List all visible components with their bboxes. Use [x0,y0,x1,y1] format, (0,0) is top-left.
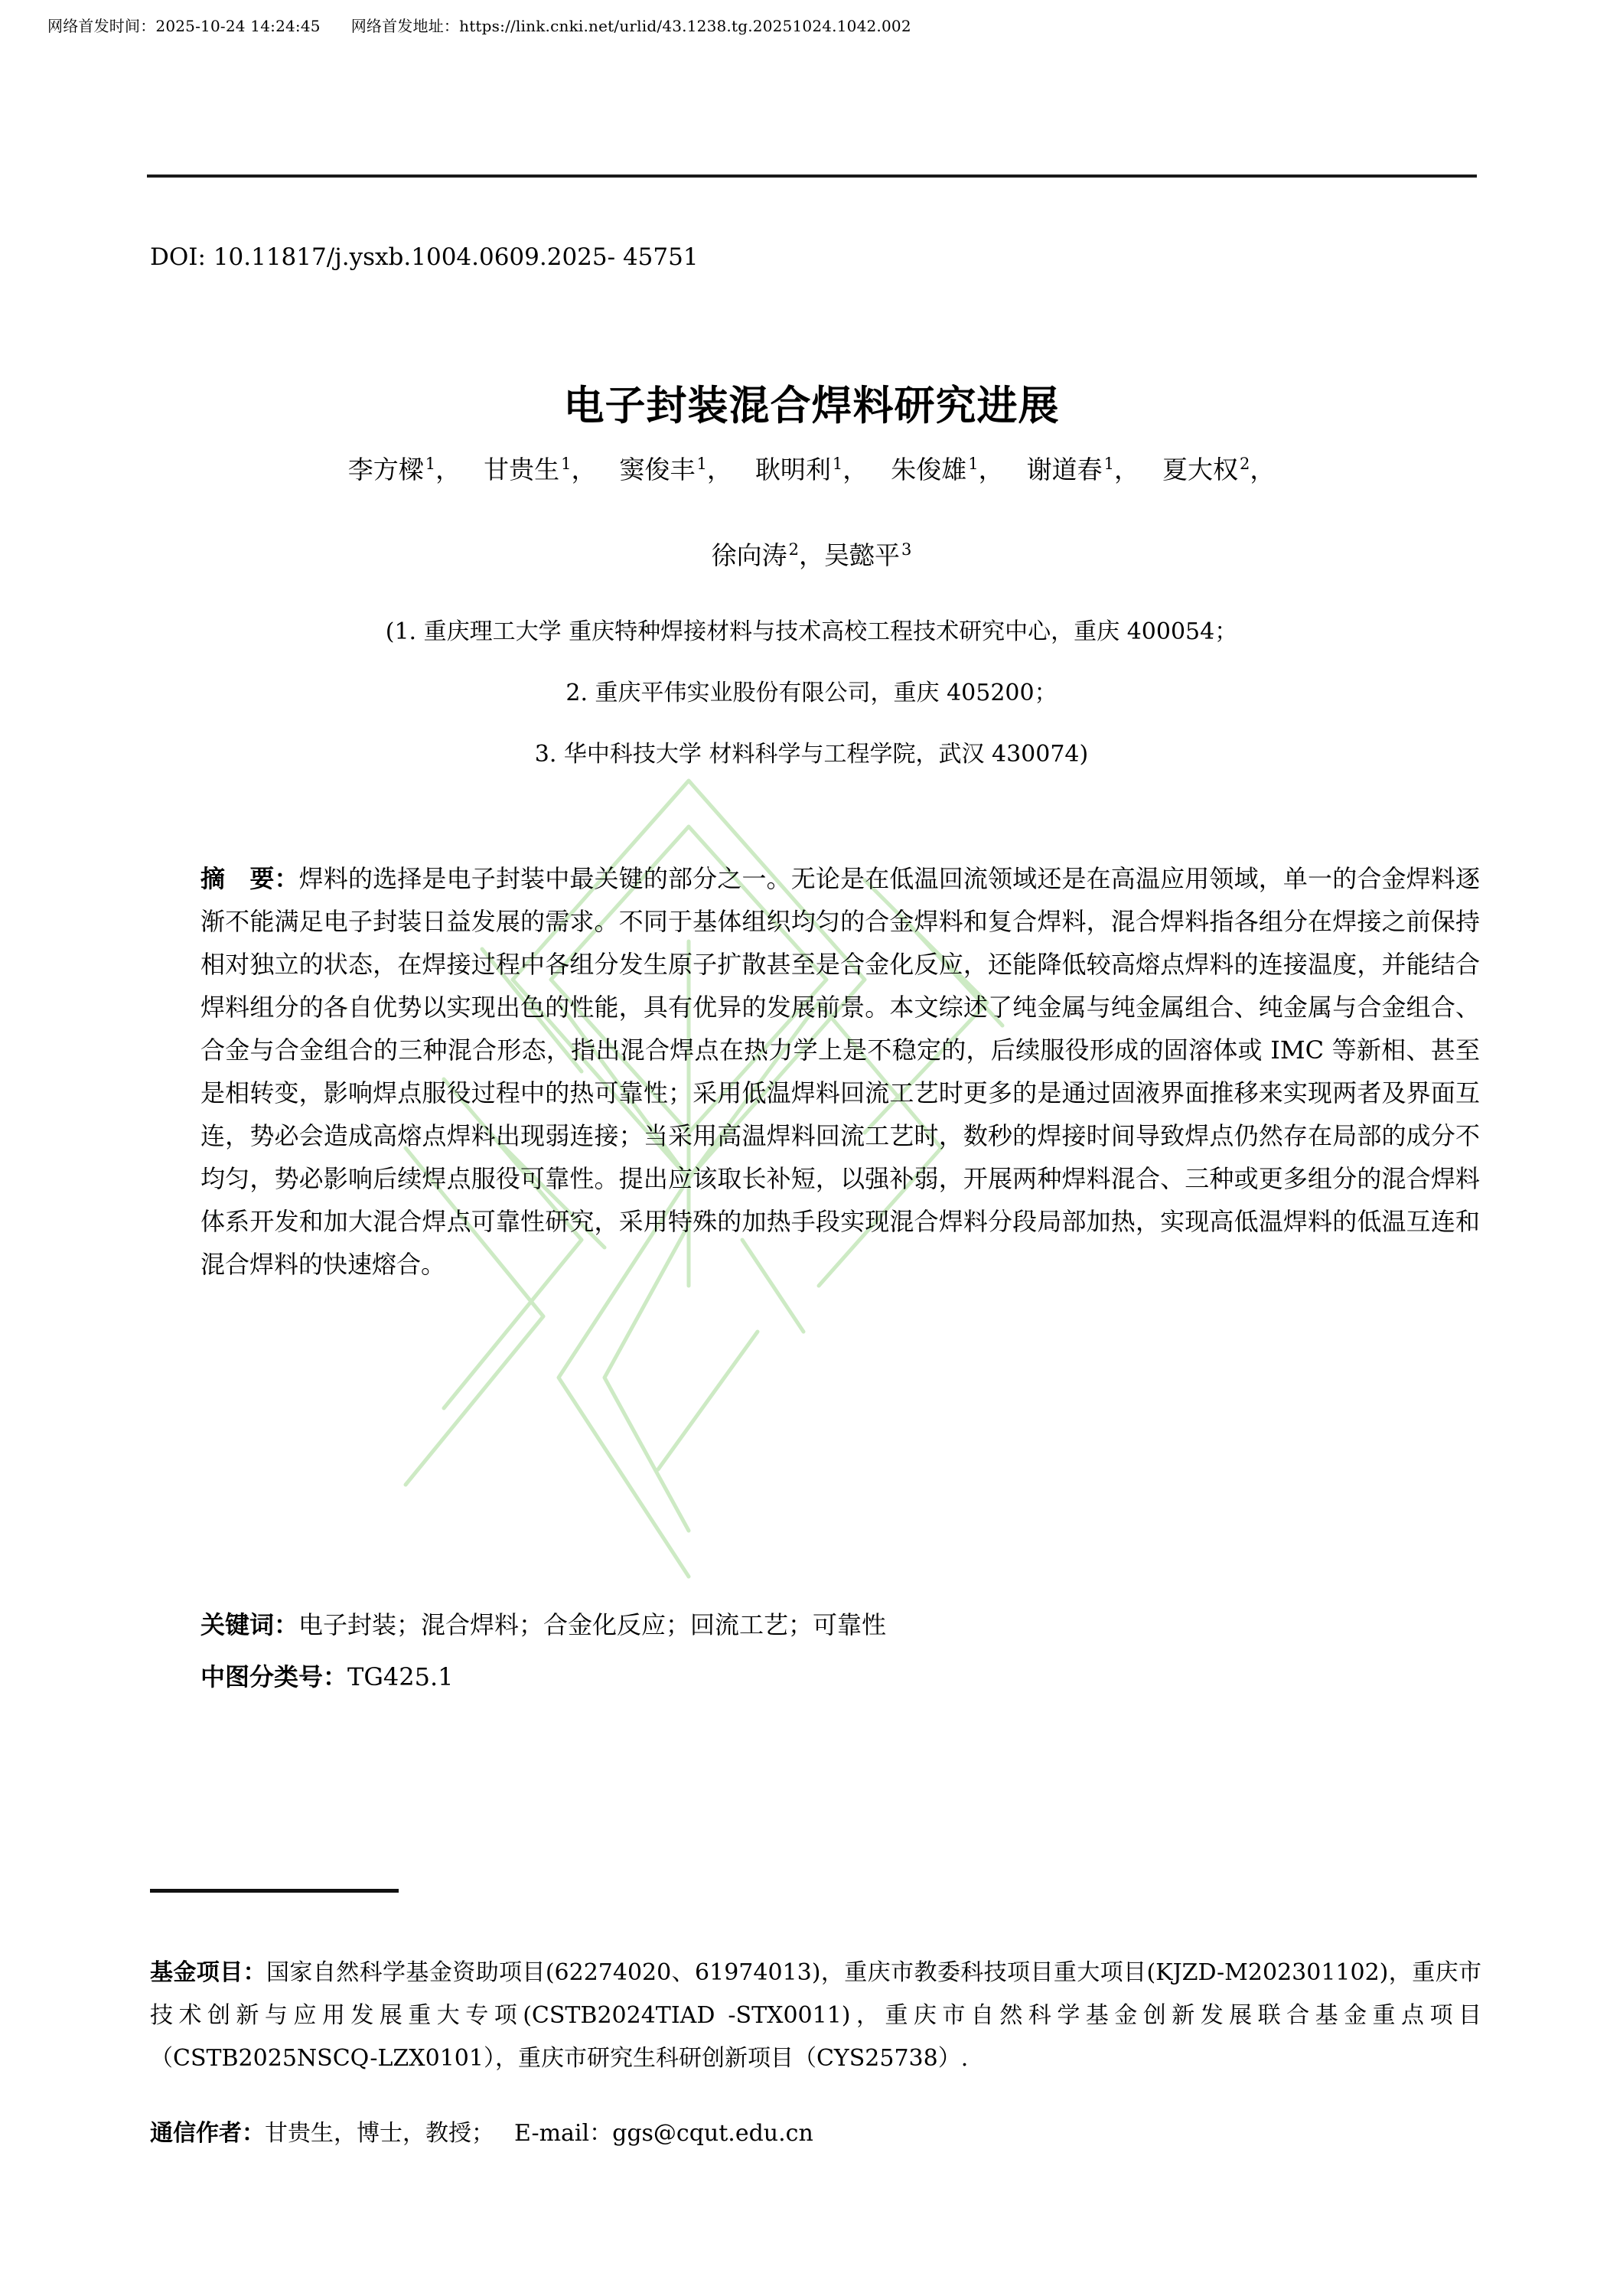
clc-line [200,1658,454,1693]
doi-line[interactable]: DOI: 10.11817/j.ysxb.1004.0609.2025- 45751 [150,243,699,271]
author-name[interactable]: 甘贵生 [484,455,560,484]
author-name[interactable]: 吴懿平 [824,540,900,570]
clc-label: 中图分类号： [200,1662,348,1691]
corresponding-author-line [150,2114,813,2148]
affiliation-line-2: 2. 重庆平伟实业股份有限公司，重庆 405200； [565,680,1058,706]
abstract-paragraph [200,857,1480,1286]
author-affil-marker: 1 [1103,455,1114,473]
author-affil-marker: 1 [425,455,436,473]
author-name[interactable]: 耿明利 [754,455,831,484]
affiliation-line-1: (1. 重庆理工大学 重庆特种焊接材料与技术高校工程技术研究中心，重庆 400054； [385,618,1238,645]
author-list-line-1: 李方樑$^1$， 甘贵生$^1$， 窦俊丰$^1$， 耿明利$^1$， 朱俊雄$^1$， 谢道春$^1$， 夏大权$^2$， [347,455,1276,484]
abstract-label: 摘 要： [200,864,299,893]
header-divider [147,174,1477,178]
author-name[interactable]: 窦俊丰 [619,455,696,484]
keywords-label: 关键词： [200,1610,299,1639]
author-affil-marker: 1 [968,455,979,473]
clc-value: TG425.1 [347,1662,454,1691]
email-label: E-mail： [514,2120,613,2147]
online-url-value[interactable]: https://link.cnki.net/urlid/43.1238.tg.20251024.1042.002 [459,17,911,35]
author-name[interactable]: 朱俊雄 [891,455,967,484]
online-time-value: 2025-10-24 14:24:45 [155,17,321,35]
page-title: 电子封装混合焊料研究进展 [563,382,1060,429]
author-name[interactable]: 夏大权 [1162,455,1238,484]
author-name[interactable]: 谢道春 [1026,455,1103,484]
author-affil-marker: 1 [832,455,843,473]
funding-text: 国家自然科学基金资助项目(62274020、61974013)，重庆市教委科技项目重大项目(KJZD-M202301102)，重庆市技术创新与应用发展重大专项(CSTB2024TIAD -STX0011)，重庆市自然科学基金创新发展联合基金重点项目（CSTB2025NSCQ-LZX0101），重庆市研究生科研创新项目（CYS25738）. [150,1959,1481,2072]
author-list-line-2: 徐向涛$^2$，吴懿平$^3$ [711,540,912,570]
keywords-text: 电子封装；混合焊料；合金化反应；回流工艺；可靠性 [298,1610,887,1639]
footnote-divider [150,1889,399,1893]
author-name[interactable]: 徐向涛 [711,540,787,570]
corresponding-text: 甘贵生，博士，教授； [265,2120,494,2147]
author-affil-marker: 2 [788,540,799,559]
author-affil-marker: 1 [696,455,707,473]
funding-label: 基金项目： [150,1959,267,1986]
author-affil-marker: 3 [901,540,912,559]
email-value[interactable]: ggs@cqut.edu.cn [612,2120,813,2147]
affiliation-line-3: 3. 华中科技大学 材料科学与工程学院，武汉 430074) [534,741,1089,768]
online-time-label: 网络首发时间： [47,17,156,35]
abstract-section [200,833,1480,1310]
author-affil-marker: 1 [561,455,572,473]
cnki-first-publication-header [47,14,911,36]
footnote-section [150,1929,1481,2103]
author-name[interactable]: 李方樑 [347,455,424,484]
online-url-label: 网络首发地址： [350,17,460,35]
author-affil-marker: 2 [1239,455,1250,473]
abstract-text: 焊料的选择是电子封装中最关键的部分之一。无论是在低温回流领域还是在高温应用领域，单一的合金焊料逐渐不能满足电子封装日益发展的需求。不同于基体组织均匀的合金焊料和复合焊料，混合焊料指各组分在焊接之前保持相对独立的状态，在焊接过程中各组分发生原子扩散甚至是合金化反应，还能降低较高熔点焊料的连接温度，并能结合焊料组分的各自优势以实现出色的性能，具有优异的发展前景。本文综述了纯金属与纯金属组合、纯金属与合金组合、合金与合金组合的三种混合形态，指出混合焊点在热力学上是不稳定的，后续服役形成的固溶体或 IMC 等新相、甚至是相转变，影响焊点服役过程中的热可靠性；采用低温焊料回流工艺时更多的是通过固液界面推移来实现两者及界面互连，势必会造成高熔点焊料出现弱连接；当采用高温焊料回流工艺时，数秒的焊接时间导致焊点仍然存在局部的成分不均匀，势必影响后续焊点服役可靠性。提出应该取长补短，以强补弱，开展两种焊料混合、三种或更多组分的混合焊料体系开发和加大混合焊点可靠性研究，采用特殊的加热手段实现混合焊料分段局部加热，实现高低温焊料的低温互连和混合焊料的快速熔合。 [200,864,1480,1279]
corresponding-label: 通信作者： [150,2120,265,2147]
keywords-line [200,1606,886,1641]
funding-paragraph [150,1952,1481,2080]
